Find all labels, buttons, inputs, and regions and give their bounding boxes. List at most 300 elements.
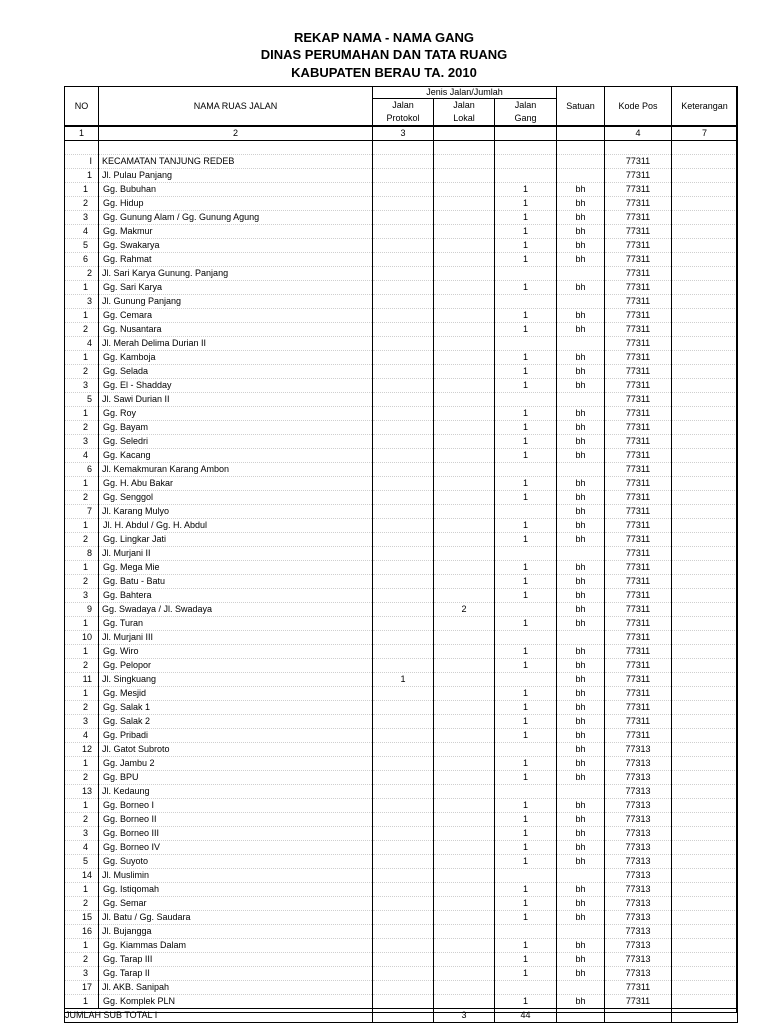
row-name: Gg. Nusantara — [99, 323, 373, 337]
sub-row — [65, 589, 738, 603]
row-name: Gg. H. Abu Bakar — [99, 477, 373, 491]
row-name: Gg. Bubuhan — [99, 183, 373, 197]
row-jalan-gang: 1 — [495, 379, 557, 393]
row-kode-pos: 77313 — [605, 939, 672, 953]
sub-row — [65, 239, 738, 253]
row-name: Jl. Kemakmuran Karang Ambon — [99, 463, 373, 477]
row-keterangan — [672, 673, 738, 687]
row-jalan-protokol — [373, 365, 434, 379]
row-kode-pos: 77313 — [605, 925, 672, 939]
row-jalan-lokal — [434, 575, 495, 589]
row-keterangan — [672, 617, 738, 631]
row-satuan: bh — [557, 575, 605, 589]
row-jalan-gang — [495, 393, 557, 407]
row-keterangan — [672, 197, 738, 211]
row-satuan: bh — [557, 617, 605, 631]
row-kode-pos: 77311 — [605, 519, 672, 533]
row-name: Gg. Sari Karya — [99, 281, 373, 295]
row-jalan-gang — [495, 981, 557, 995]
row-jalan-gang: 1 — [495, 365, 557, 379]
row-jalan-gang: 1 — [495, 589, 557, 603]
row-number: 1 — [65, 561, 99, 575]
row-jalan-lokal — [434, 505, 495, 519]
row-jalan-gang: 1 — [495, 435, 557, 449]
row-jalan-lokal — [434, 799, 495, 813]
row-kode-pos: 77311 — [605, 575, 672, 589]
total-keterangan — [672, 1009, 738, 1023]
row-number: 3 — [65, 435, 99, 449]
row-satuan: bh — [557, 883, 605, 897]
row-jalan-protokol — [373, 337, 434, 351]
row-kode-pos: 77311 — [605, 617, 672, 631]
sub-row — [65, 183, 738, 197]
row-number: 2 — [65, 533, 99, 547]
row-keterangan — [672, 771, 738, 785]
row-kode-pos: 77311 — [605, 435, 672, 449]
row-satuan — [557, 463, 605, 477]
row-kode-pos: 77311 — [605, 225, 672, 239]
row-jalan-gang: 1 — [495, 477, 557, 491]
row-name: Gg. Pribadi — [99, 729, 373, 743]
row-name: Gg. Batu - Batu — [99, 575, 373, 589]
row-satuan — [557, 869, 605, 883]
row-jalan-gang: 1 — [495, 995, 557, 1009]
row-number: 2 — [65, 659, 99, 673]
row-keterangan — [672, 505, 738, 519]
row-satuan — [557, 547, 605, 561]
row-kode-pos: 77313 — [605, 897, 672, 911]
row-name: Jl. Kedaung — [99, 785, 373, 799]
row-name: Jl. Murjani III — [99, 631, 373, 645]
row-keterangan — [672, 953, 738, 967]
row-keterangan — [672, 295, 738, 309]
row-jalan-gang: 1 — [495, 351, 557, 365]
row-jalan-protokol — [373, 869, 434, 883]
row-jalan-gang — [495, 505, 557, 519]
row-kode-pos: 77313 — [605, 771, 672, 785]
row-number: 2 — [65, 897, 99, 911]
row-satuan: bh — [557, 491, 605, 505]
row-number: 2 — [65, 771, 99, 785]
sub-row — [65, 323, 738, 337]
row-jalan-protokol — [373, 561, 434, 575]
row-jalan-protokol — [373, 309, 434, 323]
row-jalan-lokal — [434, 155, 495, 169]
row-keterangan — [672, 253, 738, 267]
row-jalan-lokal — [434, 253, 495, 267]
row-jalan-protokol — [373, 645, 434, 659]
header-jalan-protokol — [373, 99, 434, 127]
row-number: 4 — [65, 337, 99, 351]
row-number: 17 — [65, 981, 99, 995]
row-jalan-protokol — [373, 379, 434, 393]
row-jalan-lokal — [434, 463, 495, 477]
row-satuan: bh — [557, 197, 605, 211]
row-satuan: bh — [557, 365, 605, 379]
sub-row — [65, 491, 738, 505]
row-keterangan — [672, 869, 738, 883]
sub-row — [65, 967, 738, 981]
row-satuan: bh — [557, 309, 605, 323]
rekap-table — [64, 86, 738, 1023]
row-keterangan — [672, 925, 738, 939]
row-jalan-lokal — [434, 981, 495, 995]
row-keterangan — [672, 645, 738, 659]
row-jalan-gang: 1 — [495, 813, 557, 827]
row-keterangan — [672, 911, 738, 925]
colnum-empty-gang — [495, 126, 557, 141]
sub-row — [65, 309, 738, 323]
main-row — [65, 631, 738, 645]
row-kode-pos: 77311 — [605, 491, 672, 505]
row-keterangan — [672, 323, 738, 337]
row-satuan: bh — [557, 589, 605, 603]
row-name: Jl. Singkuang — [99, 673, 373, 687]
sub-row — [65, 701, 738, 715]
header-keterangan: Keterangan — [672, 87, 738, 127]
row-jalan-gang: 1 — [495, 911, 557, 925]
row-number: 8 — [65, 547, 99, 561]
main-row — [65, 869, 738, 883]
row-number: 3 — [65, 379, 99, 393]
row-name: Jl. Gunung Panjang — [99, 295, 373, 309]
row-satuan: bh — [557, 827, 605, 841]
row-jalan-protokol — [373, 799, 434, 813]
row-jalan-lokal — [434, 967, 495, 981]
row-satuan: bh — [557, 449, 605, 463]
row-jalan-lokal — [434, 757, 495, 771]
row-name: Gg. Cemara — [99, 309, 373, 323]
row-name: Jl. H. Abdul / Gg. H. Abdul — [99, 519, 373, 533]
row-jalan-protokol — [373, 575, 434, 589]
row-kode-pos: 77311 — [605, 603, 672, 617]
row-kode-pos: 77313 — [605, 743, 672, 757]
row-jalan-gang: 1 — [495, 211, 557, 225]
row-jalan-lokal — [434, 953, 495, 967]
row-keterangan — [672, 785, 738, 799]
row-number: 1 — [65, 687, 99, 701]
row-keterangan — [672, 981, 738, 995]
row-satuan: bh — [557, 519, 605, 533]
row-jalan-lokal — [434, 519, 495, 533]
row-kode-pos: 77311 — [605, 995, 672, 1009]
row-satuan: bh — [557, 561, 605, 575]
colnum-7: 7 — [672, 126, 738, 141]
row-jalan-lokal — [434, 883, 495, 897]
row-satuan: bh — [557, 799, 605, 813]
row-satuan — [557, 981, 605, 995]
row-name: Gg. Borneo III — [99, 827, 373, 841]
header-row-1 — [65, 87, 738, 99]
row-jalan-gang: 1 — [495, 519, 557, 533]
row-jalan-lokal — [434, 841, 495, 855]
row-kode-pos: 77311 — [605, 351, 672, 365]
row-name: Gg. Gunung Alam / Gg. Gunung Agung — [99, 211, 373, 225]
row-number: 15 — [65, 911, 99, 925]
row-name: Gg. Salak 2 — [99, 715, 373, 729]
row-satuan: bh — [557, 813, 605, 827]
row-jalan-gang: 1 — [495, 197, 557, 211]
row-keterangan — [672, 561, 738, 575]
row-satuan: bh — [557, 715, 605, 729]
row-name: Gg. Rahmat — [99, 253, 373, 267]
row-name: Gg. Bahtera — [99, 589, 373, 603]
row-jalan-gang — [495, 295, 557, 309]
row-jalan-protokol — [373, 183, 434, 197]
row-kode-pos: 77311 — [605, 197, 672, 211]
row-kode-pos: 77311 — [605, 505, 672, 519]
row-name: Gg. Tarap II — [99, 967, 373, 981]
row-number: 5 — [65, 855, 99, 869]
row-jalan-lokal — [434, 169, 495, 183]
main-row — [65, 547, 738, 561]
sub-row — [65, 519, 738, 533]
row-number: 4 — [65, 729, 99, 743]
row-jalan-protokol — [373, 253, 434, 267]
row-jalan-lokal — [434, 659, 495, 673]
row-number: 2 — [65, 491, 99, 505]
row-jalan-protokol — [373, 827, 434, 841]
row-keterangan — [672, 589, 738, 603]
row-jalan-lokal — [434, 365, 495, 379]
row-kode-pos: 77311 — [605, 239, 672, 253]
row-jalan-lokal — [434, 267, 495, 281]
row-jalan-protokol — [373, 225, 434, 239]
row-jalan-protokol — [373, 729, 434, 743]
row-kode-pos: 77311 — [605, 169, 672, 183]
row-jalan-lokal — [434, 491, 495, 505]
sub-row — [65, 715, 738, 729]
row-jalan-lokal — [434, 729, 495, 743]
row-number: 5 — [65, 239, 99, 253]
sub-row — [65, 253, 738, 267]
row-number — [65, 141, 99, 155]
row-jalan-lokal — [434, 589, 495, 603]
row-jalan-protokol — [373, 939, 434, 953]
row-jalan-gang — [495, 141, 557, 155]
row-jalan-lokal — [434, 617, 495, 631]
colnum-empty-satuan — [557, 126, 605, 141]
row-kode-pos: 77313 — [605, 953, 672, 967]
sub-row — [65, 813, 738, 827]
row-jalan-gang: 1 — [495, 645, 557, 659]
row-keterangan — [672, 407, 738, 421]
sub-row — [65, 995, 738, 1009]
row-name: Gg. Istiqomah — [99, 883, 373, 897]
row-jalan-protokol — [373, 841, 434, 855]
row-satuan — [557, 393, 605, 407]
row-name: Gg. Wiro — [99, 645, 373, 659]
row-name: Gg. Selada — [99, 365, 373, 379]
row-jalan-gang: 1 — [495, 967, 557, 981]
row-kode-pos: 77311 — [605, 267, 672, 281]
row-jalan-gang: 1 — [495, 841, 557, 855]
row-jalan-protokol — [373, 155, 434, 169]
row-satuan — [557, 155, 605, 169]
row-name: Gg. Borneo IV — [99, 841, 373, 855]
sub-row — [65, 435, 738, 449]
row-satuan: bh — [557, 407, 605, 421]
row-kode-pos: 77313 — [605, 827, 672, 841]
main-row — [65, 169, 738, 183]
row-name: Gg. Turan — [99, 617, 373, 631]
row-jalan-protokol — [373, 519, 434, 533]
header-no: NO — [65, 87, 99, 127]
row-jalan-lokal: 2 — [434, 603, 495, 617]
row-jalan-gang: 1 — [495, 421, 557, 435]
row-jalan-lokal — [434, 379, 495, 393]
row-jalan-gang — [495, 673, 557, 687]
row-name: Gg. Borneo II — [99, 813, 373, 827]
row-kode-pos: 77313 — [605, 841, 672, 855]
row-satuan: bh — [557, 379, 605, 393]
row-jalan-protokol — [373, 323, 434, 337]
row-satuan — [557, 169, 605, 183]
row-jalan-lokal — [434, 295, 495, 309]
row-number: 14 — [65, 869, 99, 883]
total-satuan — [557, 1009, 605, 1023]
row-number: 1 — [65, 799, 99, 813]
row-name: Gg. Salak 1 — [99, 701, 373, 715]
row-jalan-gang: 1 — [495, 575, 557, 589]
colnum-1: 1 — [65, 126, 99, 141]
row-name: Gg. Kamboja — [99, 351, 373, 365]
row-number: 6 — [65, 253, 99, 267]
row-jalan-protokol — [373, 995, 434, 1009]
header-protokol-line2: Protokol — [386, 113, 420, 123]
row-jalan-protokol — [373, 393, 434, 407]
row-kode-pos: 77311 — [605, 645, 672, 659]
row-jalan-gang: 1 — [495, 309, 557, 323]
row-jalan-protokol — [373, 897, 434, 911]
row-jalan-gang: 1 — [495, 953, 557, 967]
row-jalan-gang — [495, 463, 557, 477]
row-kode-pos: 77311 — [605, 421, 672, 435]
row-name: Gg. Mesjid — [99, 687, 373, 701]
row-jalan-protokol — [373, 169, 434, 183]
sub-row — [65, 953, 738, 967]
row-name: Gg. Swadaya / Jl. Swadaya — [99, 603, 373, 617]
row-jalan-lokal — [434, 701, 495, 715]
sub-row — [65, 561, 738, 575]
row-jalan-gang — [495, 155, 557, 169]
row-kode-pos: 77311 — [605, 393, 672, 407]
row-jalan-lokal — [434, 351, 495, 365]
row-jalan-lokal — [434, 743, 495, 757]
row-kode-pos: 77311 — [605, 715, 672, 729]
row-jalan-lokal — [434, 939, 495, 953]
row-satuan: bh — [557, 281, 605, 295]
row-jalan-lokal — [434, 827, 495, 841]
row-jalan-lokal — [434, 211, 495, 225]
main-row — [65, 393, 738, 407]
main-row — [65, 925, 738, 939]
row-jalan-gang: 1 — [495, 827, 557, 841]
row-keterangan — [672, 239, 738, 253]
row-satuan: bh — [557, 645, 605, 659]
header-gang-line2: Gang — [514, 113, 537, 123]
row-number: 1 — [65, 309, 99, 323]
sub-row — [65, 225, 738, 239]
row-jalan-gang: 1 — [495, 855, 557, 869]
row-name: Gg. Borneo I — [99, 799, 373, 813]
row-keterangan — [672, 379, 738, 393]
row-kode-pos: 77311 — [605, 155, 672, 169]
row-keterangan — [672, 183, 738, 197]
row-jalan-lokal — [434, 449, 495, 463]
header-satuan: Satuan — [557, 87, 605, 127]
row-jalan-gang: 1 — [495, 323, 557, 337]
row-jalan-protokol — [373, 407, 434, 421]
row-keterangan — [672, 141, 738, 155]
row-jalan-lokal — [434, 995, 495, 1009]
row-jalan-gang — [495, 785, 557, 799]
row-jalan-protokol — [373, 967, 434, 981]
row-kode-pos: 77311 — [605, 561, 672, 575]
row-jalan-protokol — [373, 351, 434, 365]
row-keterangan — [672, 519, 738, 533]
row-kode-pos: 77311 — [605, 337, 672, 351]
row-satuan: bh — [557, 911, 605, 925]
row-kode-pos: 77313 — [605, 757, 672, 771]
row-keterangan — [672, 155, 738, 169]
row-keterangan — [672, 365, 738, 379]
row-jalan-lokal — [434, 407, 495, 421]
row-kode-pos: 77313 — [605, 813, 672, 827]
row-jalan-protokol — [373, 239, 434, 253]
row-jalan-gang — [495, 743, 557, 757]
row-jalan-protokol — [373, 589, 434, 603]
row-number: 1 — [65, 183, 99, 197]
row-name: KECAMATAN TANJUNG REDEB — [99, 155, 373, 169]
sub-row — [65, 575, 738, 589]
row-jalan-lokal — [434, 897, 495, 911]
row-jalan-protokol — [373, 981, 434, 995]
row-satuan: bh — [557, 533, 605, 547]
row-number: 3 — [65, 827, 99, 841]
row-jalan-protokol — [373, 547, 434, 561]
row-name: Gg. Komplek PLN — [99, 995, 373, 1009]
main-row — [65, 267, 738, 281]
row-satuan: bh — [557, 855, 605, 869]
row-jalan-protokol — [373, 883, 434, 897]
row-jalan-lokal — [434, 183, 495, 197]
sub-row — [65, 477, 738, 491]
sub-row — [65, 841, 738, 855]
main-row — [65, 337, 738, 351]
row-kode-pos: 77313 — [605, 911, 672, 925]
row-jalan-gang: 1 — [495, 533, 557, 547]
row-number: 10 — [65, 631, 99, 645]
row-keterangan — [672, 967, 738, 981]
row-jalan-gang — [495, 267, 557, 281]
row-keterangan — [672, 841, 738, 855]
row-number: 2 — [65, 575, 99, 589]
row-keterangan — [672, 813, 738, 827]
row-keterangan — [672, 575, 738, 589]
sub-row — [65, 687, 738, 701]
sub-row — [65, 617, 738, 631]
row-kode-pos: 77311 — [605, 407, 672, 421]
row-jalan-protokol — [373, 715, 434, 729]
row-number: 2 — [65, 197, 99, 211]
row-name: Gg. Kiammas Dalam — [99, 939, 373, 953]
row-keterangan — [672, 421, 738, 435]
row-satuan: bh — [557, 603, 605, 617]
sub-row — [65, 897, 738, 911]
row-jalan-protokol — [373, 533, 434, 547]
row-satuan: bh — [557, 435, 605, 449]
